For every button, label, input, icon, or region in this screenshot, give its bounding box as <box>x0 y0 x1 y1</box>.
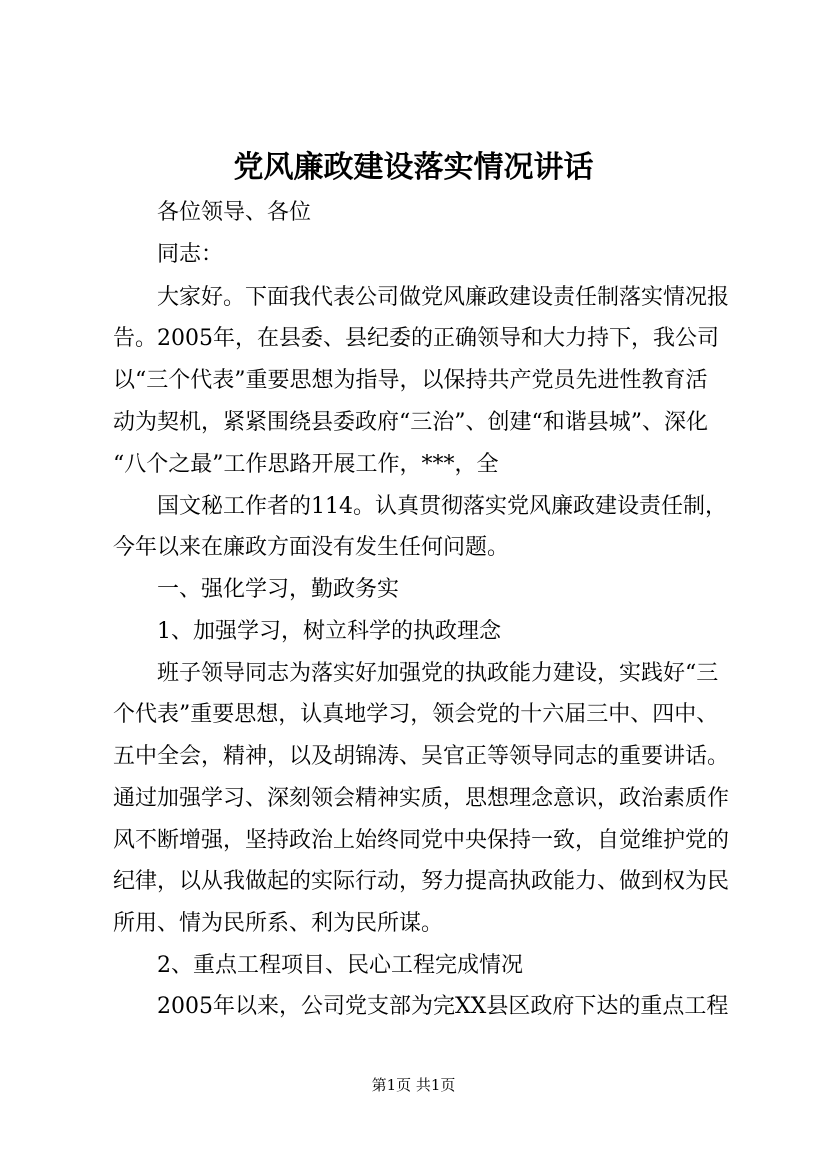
body-line: 今年以来在廉政方面没有发生任何问题。 <box>113 535 510 560</box>
body-line: 2005年以来，公司党支部为完XX县区政府下达的重点工程 <box>157 994 729 1019</box>
body-line: 告。2005年，在县委、县纪委的正确领导和大力持下，我公司 <box>113 326 719 351</box>
body-line: “八个之最”工作思路开展工作，***，全 <box>113 452 499 477</box>
body-line: 风不断增强，坚持政治上始终同党中央保持一致，自觉维护党的 <box>113 828 730 853</box>
body-line: 以“三个代表”重要思想为指导，以保持共产党员先进性教育活 <box>113 368 708 393</box>
page-footer: 第1页 共1页 <box>371 1076 456 1094</box>
body-line: 国文秘工作者的114。认真贯彻落实党风廉政建设责任制， <box>157 494 727 519</box>
body-line: 通过加强学习、深刻领会精神实质，思想理念意识，政治素质作 <box>113 786 730 811</box>
document-title: 党风廉政建设落实情况讲话 <box>233 150 594 185</box>
body-line: 班子领导同志为落实好加强党的执政能力建设，实践好“三 <box>157 661 719 686</box>
body-line: 个代表”重要思想，认真地学习，领会党的十六届三中、四中、 <box>113 702 719 727</box>
body-line: 五中全会，精神，以及胡锦涛、吴官正等领导同志的重要讲话。 <box>113 744 730 769</box>
body-line: 所用、情为民所系、利为民所谋。 <box>113 911 444 936</box>
body-line: 大家好。下面我代表公司做党风廉政建设责任制落实情况报 <box>157 285 730 310</box>
section-heading: 一、强化学习，勤政务实 <box>157 577 400 602</box>
subsection-heading: 1、加强学习，树立科学的执政理念 <box>157 619 501 644</box>
body-line: 各位领导、各位 <box>157 200 312 225</box>
body-line: 同志： <box>157 242 224 267</box>
body-line: 纪律，以从我做起的实际行动，努力提高执政能力、做到权为民 <box>113 869 730 894</box>
body-line: 动为契机，紧紧围绕县委政府“三治”、创建“和谐县城”、深化 <box>113 410 708 435</box>
subsection-heading: 2、重点工程项目、民心工程完成情况 <box>157 953 523 978</box>
